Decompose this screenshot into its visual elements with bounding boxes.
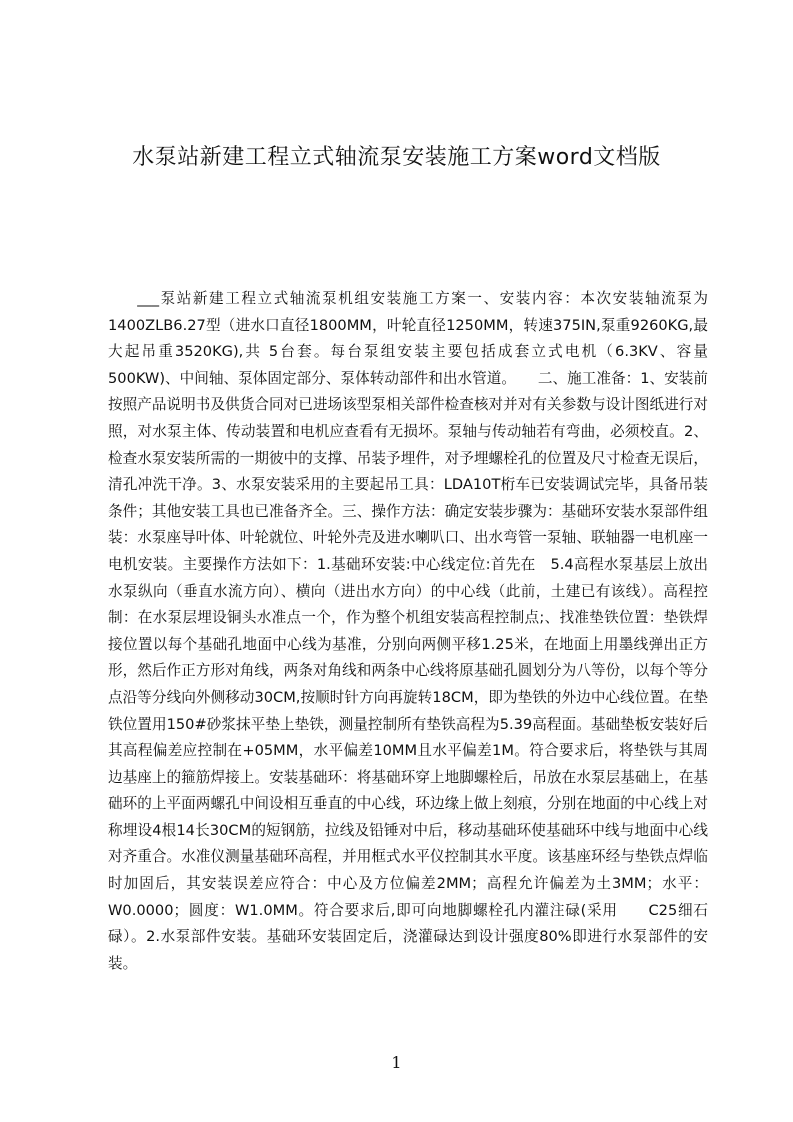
document-title: 水泵站新建工程立式轴流泵安装施工方案word文档版 xyxy=(132,145,661,170)
document-body-paragraph: ___泵站新建工程立式轴流泵机组安装施工方案一、安装内容：本次安装轴流泵为1400ZLB6.27型（进水口直径1800MM，叶轮直径1250MM，转速375IN,泵重9260KG,最大起吊重3520KG),共 5台套。每台泵组安装主要包括成套立式电机（6.3KV、容量500KW)、中间轴、泵体固定部分、泵体转动部件和出水管道。 二、施工准备：1、安装前按照产品说明书及供货合同对已进场该型泵相关部件检查核对并对有关参数与设计图纸进行对照，对水泵主体、传动装置和电机应查看有无损坏。泵轴与传动轴若有弯曲，必须校直。2、检查水泵安装所需的一期彼中的支撑、吊装予埋件，对予埋螺栓孔的位置及尺寸检查无误后，清孔冲洗干净。3、水泵安装采用的主要起吊工具：LDA10T桁车已安装调试完毕，具备吊装条件；其他安装工具也已准备齐全。三、操作方法：确定安装步骤为：基础环安装水泵部件组装：水泵座导叶体、叶轮就位、叶轮外壳及进水喇叭口、出水弯管一泵轴、联轴器一电机座一电机安装。主要操作方法如下：1.基础环安装:中心线定位:首先在 5.4高程水泵基层上放出水泵纵向（垂直水流方向）、横向（进出水方向）的中心线（此前，土建已有该线）。高程控制：在水泵层埋设铜头水准点一个，作为整个机组安装高程控制点;、找准垫铁位置：垫铁焊接位置以每个基础孔地面中心线为基准，分别向两侧平移1.25米，在地面上用墨线弹出正方形，然后作正方形对角线，两条对角线和两条中心线将原基础孔圆划分为八等份，以每个等分点沿等分线向外侧移动30CM,按顺时针方向再旋转18CM，即为垫铁的外边中心线位置。在垫铁位置用150#砂浆抹平垫上垫铁，测量控制所有垫铁高程为5.39高程面。基础垫板安装好后其高程偏差应控制在+05MM，水平偏差10MM且水平偏差1M。符合要求后，将垫铁与其周边基座上的箍筋焊接上。安装基础环：将基础环穿上地脚螺栓后，吊放在水泵层基础上，在基础环的上平面两螺孔中间设相互垂直的中心线，环边缘上做上刻痕，分别在地面的中心线上对称埋设4根14长30CM的短钢筋，拉线及铅锤对中后，移动基础环使基础环中线与地面中心线对齐重合。水准仪测量基础环高程，并用框式水平仪控制其水平度。该基座环经与垫铁点焊临时加固后，其安装误差应符合：中心及方位偏差2MM；高程允许偏差为土3MM；水平：W0.0000；圆度：W1.0MM。符合要求后,即可向地脚螺栓孔内灌注碌(采用 C25细石碌）。2.水泵部件安装。基础环安装固定后，浇灌碌达到设计强度80%即进行水泵部件的安装。 xyxy=(108,290,708,972)
page-number: 1 xyxy=(391,1053,402,1072)
